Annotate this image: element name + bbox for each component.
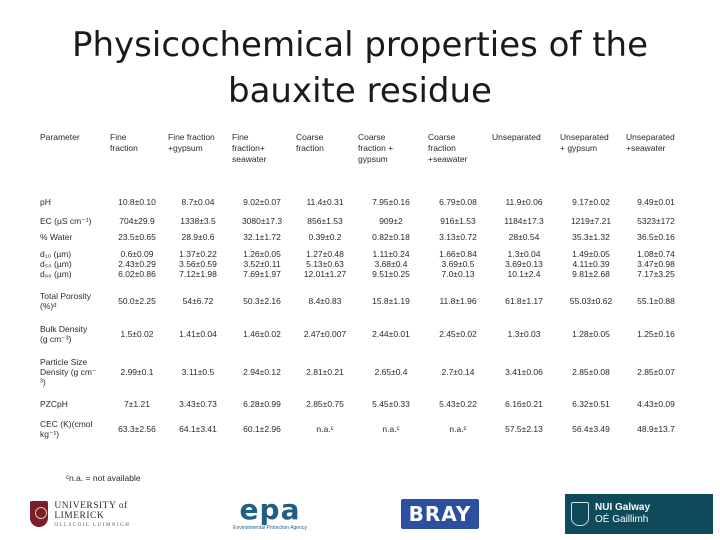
value-cell: 23.5±0.65 bbox=[118, 232, 156, 242]
parameter-cell: Bulk Density (g cm⁻³) bbox=[40, 324, 88, 344]
parameter-cell: PZCpH bbox=[40, 399, 68, 409]
value-cell: 7.95±0.16 bbox=[372, 196, 410, 207]
value-cell: 54±6.72 bbox=[182, 296, 214, 306]
value-cell: 0.6±0.09 2.43±0.29 6.02±0.86 bbox=[118, 249, 156, 279]
value-cell: 4.43±0.09 bbox=[637, 399, 675, 409]
slide-title-line-2: bauxite residue bbox=[228, 71, 492, 111]
properties-table bbox=[38, 130, 688, 444]
value-cell: 856±1.53 bbox=[307, 215, 343, 226]
value-cell: 0.39±0.2 bbox=[308, 232, 342, 242]
value-cell: 5.45±0.33 bbox=[372, 399, 410, 409]
parameter-cell: Total Porosity (%)ᵈ bbox=[40, 291, 92, 311]
value-cell: 2.99±0.1 bbox=[120, 367, 154, 377]
value-cell: 5323±172 bbox=[637, 215, 675, 226]
value-cell: 56.4±3.49 bbox=[572, 424, 610, 434]
table-row bbox=[38, 394, 688, 414]
value-cell: 3.11±0.5 bbox=[181, 367, 215, 377]
column-header: Unseparated bbox=[492, 132, 541, 142]
value-cell: 36.5±0.16 bbox=[637, 232, 675, 242]
parameter-cell: pH bbox=[40, 196, 51, 207]
value-cell: 28.9±0.6 bbox=[181, 232, 215, 242]
value-cell: 1.28±0.05 bbox=[572, 329, 610, 339]
value-cell: 2.85±0.08 bbox=[572, 367, 610, 377]
value-cell: 704±29.9 bbox=[119, 215, 155, 226]
value-cell: 7±1.21 bbox=[124, 399, 150, 409]
value-cell: 2.85±0.75 bbox=[306, 399, 344, 409]
value-cell: 6.16±0.21 bbox=[505, 399, 543, 409]
epa-mark: epa bbox=[239, 493, 301, 526]
value-cell: 15.8±1.19 bbox=[372, 296, 410, 306]
nuig-line-2: OÉ Gaillimh bbox=[595, 514, 649, 525]
table-row bbox=[38, 192, 688, 211]
value-cell: 64.1±3.41 bbox=[179, 424, 217, 434]
value-cell: 0.82±0.18 bbox=[372, 232, 410, 242]
bray-mark: BRAY bbox=[401, 499, 480, 529]
column-header: Fine fraction +gypsum bbox=[168, 132, 215, 153]
value-cell: 48.9±13.7 bbox=[637, 424, 675, 434]
value-cell: n.a.ᶜ bbox=[382, 424, 400, 434]
value-cell: 35.3±1.32 bbox=[572, 232, 610, 242]
parameter-cell: CEC (K)(cmol kg⁻¹) bbox=[40, 419, 93, 439]
ul-subtitle: OLLSCOIL LUIMNIGH bbox=[54, 522, 131, 528]
column-header: Fine fraction bbox=[110, 132, 138, 153]
value-cell: 916±1.53 bbox=[440, 215, 476, 226]
column-header: Coarse fraction + gypsum bbox=[358, 132, 394, 164]
value-cell: 28±0.54 bbox=[508, 232, 540, 242]
slide-title-line-1: Physicochemical properties of the bbox=[71, 25, 649, 65]
value-cell: 11.4±0.31 bbox=[306, 196, 344, 207]
value-cell: 10.8±0.10 bbox=[118, 196, 156, 207]
value-cell: 2.47±0.007 bbox=[303, 329, 347, 339]
value-cell: 1.25±0.16 bbox=[637, 329, 675, 339]
value-cell: 57.5±2.13 bbox=[505, 424, 543, 434]
value-cell: 2.44±0.01 bbox=[372, 329, 410, 339]
nuig-crest-icon bbox=[571, 502, 589, 526]
value-cell: 1.5±0.02 bbox=[120, 329, 154, 339]
value-cell: 1338±3.5 bbox=[180, 215, 216, 226]
value-cell: 6.28±0.99 bbox=[243, 399, 281, 409]
value-cell: 50.3±2.16 bbox=[243, 296, 281, 306]
table-row bbox=[38, 244, 688, 284]
table-row bbox=[38, 318, 688, 350]
table-row bbox=[38, 284, 688, 318]
value-cell: 1.49±0.05 4.11±0.39 9.81±2.68 bbox=[572, 249, 610, 279]
ul-crest-icon bbox=[30, 501, 48, 527]
value-cell: 32.1±1.72 bbox=[243, 232, 281, 242]
value-cell: 1184±17.3 bbox=[504, 215, 544, 226]
value-cell: 8.4±0.83 bbox=[308, 296, 342, 306]
table-header-row bbox=[38, 130, 688, 192]
value-cell: 3080±17.3 bbox=[241, 215, 283, 226]
value-cell: 909±2 bbox=[379, 215, 403, 226]
value-cell: 6.79±0.08 bbox=[439, 196, 477, 207]
value-cell: 50.0±2.25 bbox=[118, 296, 156, 306]
value-cell: 2.45±0.02 bbox=[439, 329, 477, 339]
value-cell: 2.7±0.14 bbox=[441, 367, 475, 377]
value-cell: 55.1±0.88 bbox=[637, 296, 675, 306]
value-cell: 1.3±0.04 3.69±0.13 10.1±2.4 bbox=[505, 249, 543, 279]
value-cell: 1.3±0.03 bbox=[507, 329, 541, 339]
table-row bbox=[38, 230, 688, 244]
nui-galway-logo bbox=[565, 494, 713, 534]
value-cell: n.a.ᶜ bbox=[316, 424, 334, 434]
value-cell: 1.27±0.48 5.13±0.63 12.01±1.27 bbox=[303, 249, 347, 279]
logo-strip bbox=[0, 492, 720, 540]
column-header: Fine fraction+ seawater bbox=[232, 132, 267, 164]
table-body bbox=[38, 192, 688, 444]
column-header: Coarse fraction bbox=[296, 132, 324, 153]
value-cell: 2.65±0.4 bbox=[374, 367, 408, 377]
value-cell: 2.85±0.07 bbox=[637, 367, 675, 377]
nuig-line-1: NUI Galway bbox=[595, 502, 651, 513]
table-row bbox=[38, 350, 688, 394]
value-cell: 60.1±2.96 bbox=[243, 424, 281, 434]
value-cell: 1.46±0.02 bbox=[243, 329, 281, 339]
column-header: Unseparated + gypsum bbox=[560, 132, 609, 153]
epa-tagline: Environmental Protection Agency bbox=[233, 525, 307, 531]
value-cell: 1219±7.21 bbox=[570, 215, 612, 226]
column-header: Unseparated +seawater bbox=[626, 132, 675, 153]
university-of-limerick-logo bbox=[30, 494, 170, 534]
parameter-cell: EC (µS cm⁻¹) bbox=[40, 215, 92, 226]
value-cell: 8.7±0.04 bbox=[181, 196, 215, 207]
parameter-cell: Particle Size Density (g cm⁻ ³) bbox=[40, 357, 97, 387]
epa-logo bbox=[205, 494, 335, 534]
value-cell: 55.03±0.62 bbox=[569, 296, 613, 306]
value-cell: 9.49±0.01 bbox=[637, 196, 675, 207]
value-cell: 1.37±0.22 3.56±0.59 7.12±1.98 bbox=[179, 249, 217, 279]
ul-name: UNIVERSITY of LIMERICK bbox=[54, 500, 128, 521]
value-cell: 1.41±0.04 bbox=[179, 329, 217, 339]
value-cell: 63.3±2.56 bbox=[118, 424, 156, 434]
value-cell: 1.26±0.05 3.52±0.11 7.69±1.97 bbox=[243, 249, 281, 279]
value-cell: 9.02±0.07 bbox=[243, 196, 281, 207]
value-cell: 61.8±1.17 bbox=[505, 296, 543, 306]
parameter-cell: % Water bbox=[40, 232, 73, 242]
value-cell: 1.66±0.84 3.69±0.5 7.0±0.13 bbox=[439, 249, 477, 279]
value-cell: 11.9±0.06 bbox=[505, 196, 543, 207]
parameter-cell: d₁₀ (µm) d₅₀ (µm) d₉₀ (µm) bbox=[40, 249, 72, 279]
value-cell: 3.43±0.73 bbox=[179, 399, 217, 409]
column-header: Parameter bbox=[40, 132, 80, 142]
value-cell: 5.43±0.22 bbox=[439, 399, 477, 409]
value-cell: 2.94±0.12 bbox=[243, 367, 281, 377]
column-header: Coarse fraction +seawater bbox=[428, 132, 468, 164]
value-cell: 3.41±0.06 bbox=[505, 367, 543, 377]
value-cell: n.a.ᶜ bbox=[449, 424, 467, 434]
value-cell: 11.8±1.96 bbox=[439, 296, 477, 306]
slide-title bbox=[40, 22, 680, 114]
table-row bbox=[38, 414, 688, 444]
table-row bbox=[38, 211, 688, 230]
footnote: ᶜn.a. = not available bbox=[66, 473, 141, 483]
value-cell: 1.08±0.74 3.47±0.98 7.17±3.25 bbox=[637, 249, 675, 279]
value-cell: 1.11±0.24 3.68±0.4 9.51±0.25 bbox=[372, 249, 410, 279]
value-cell: 2.81±0.21 bbox=[306, 367, 344, 377]
value-cell: 9.17±0.02 bbox=[572, 196, 610, 207]
value-cell: 6.32±0.51 bbox=[572, 399, 610, 409]
value-cell: 3.13±0.72 bbox=[439, 232, 477, 242]
bray-logo bbox=[385, 494, 495, 534]
